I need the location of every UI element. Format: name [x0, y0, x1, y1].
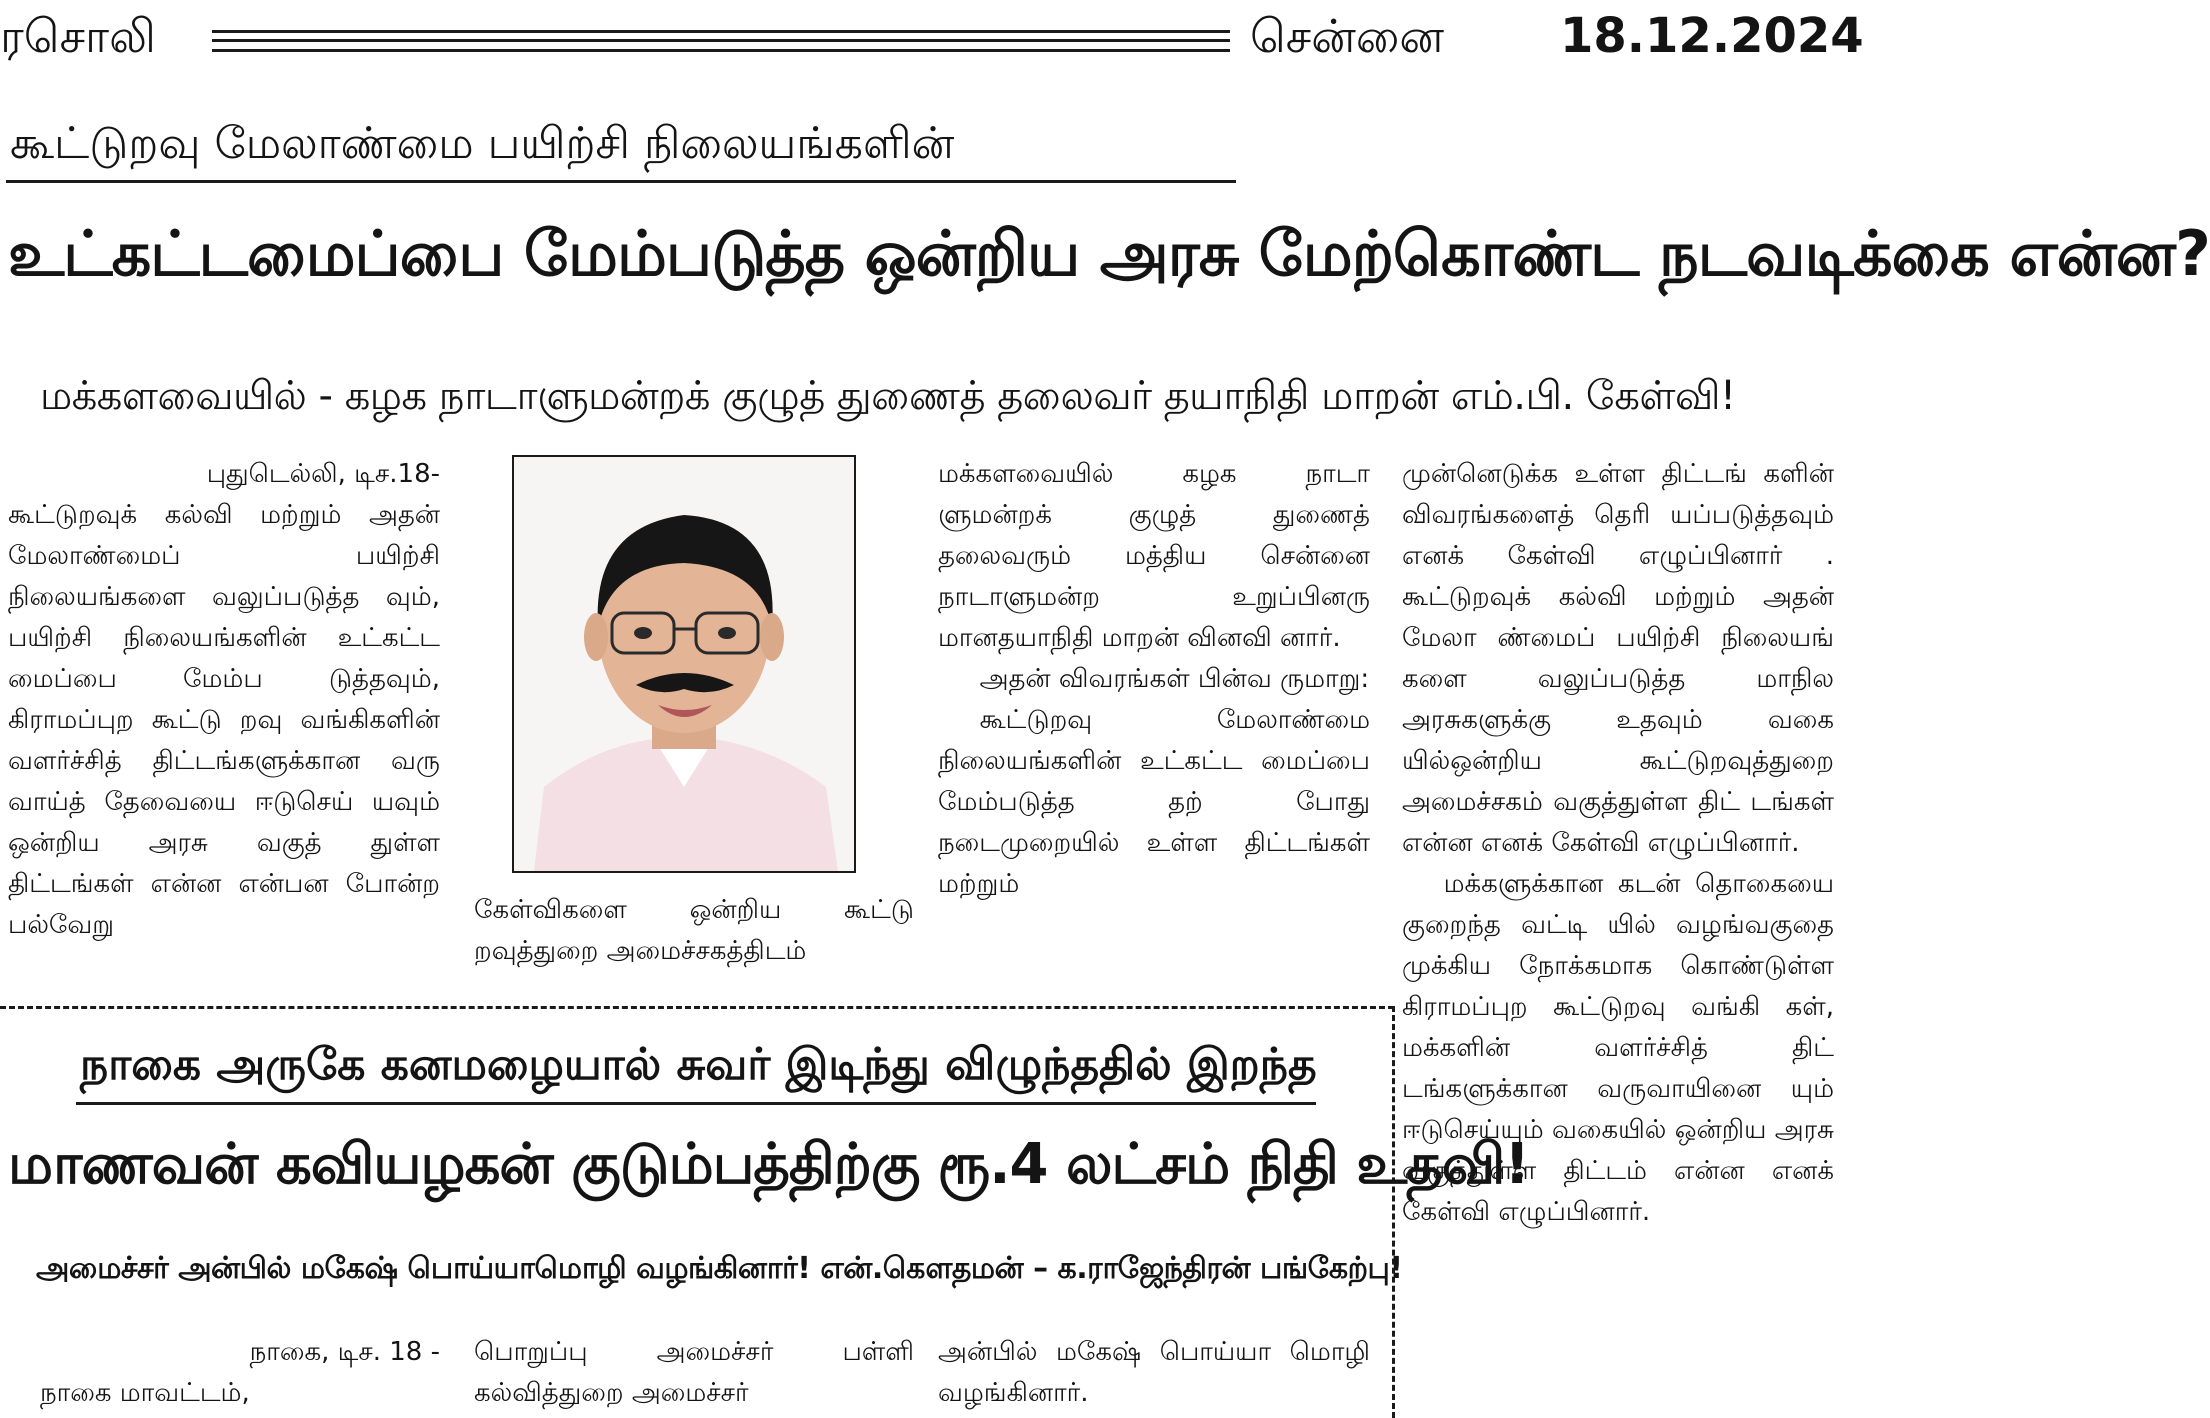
story1-kicker-rule — [6, 180, 1236, 183]
story1-dateline: புதுடெல்லி, டிச.18- — [206, 459, 440, 489]
story2-column-a-text: நாகை மாவட்டம், — [40, 1378, 250, 1408]
story2-column-a — [40, 1332, 440, 1414]
story1-column-b — [474, 890, 914, 972]
story2-column-b-text: பொறுப்பு அமைச்சர் பள்ளி கல்வித்துறை அமைச்சர் — [474, 1337, 914, 1408]
story1-column-c-p2: அதன் விவரங்கள் பின்வ ருமாறு: — [979, 664, 1370, 694]
story1-headline: உட்கட்டமைப்பை மேம்படுத்த ஒன்றிய அரசு மேற்கொண்ட நடவடிக்கை என்ன? — [8, 217, 2210, 290]
story2-kicker: நாகை அருகே கனமழையால் சுவர் இடிந்து விழுந்ததில் இறந்த — [80, 1039, 1317, 1090]
story1-column-a-text: கூட்டுறவுக் கல்வி மற்றும் அதன் மேலாண்மைப் பயிற்சி நிலையங்களை வலுப்படுத்த வும், பயிற்சி நிலையங்களின் உட்கட்ட மைப்பை மேம்ப டுத்தவும், கிராமப்புற கூட்டு றவு வங்கிகளின் வளர்ச்சித் திட்டங்களுக்கான வரு வாய்த் தேவையை ஈடுசெய் யவும் ஒன்றிய அரசு வகுத் துள்ள திட்டங்கள் என்ன என்பன போன்ற பல்வேறு — [8, 500, 440, 940]
story2-deck: அமைச்சர் அன்பில் மகேஷ் பொய்யாமொழி வழங்கினார்! என்.கௌதமன் – க.ராஜேந்திரன் பங்கேற்பு! — [36, 1251, 1403, 1286]
story2-dateline: நாகை, டிச. 18 - — [249, 1337, 440, 1367]
masthead-rule — [212, 30, 1230, 52]
masthead-city: சென்னை — [1250, 9, 1445, 63]
story2-column-b — [474, 1332, 914, 1414]
story1-column-d-p2: மக்களுக்கான கடன் தொகையை குறைந்த வட்டி யில் வழங்வகுதை முக்கிய நோக்கமாக கொண்டுள்ள கிராமப்புற கூட்டுறவு வங்கி கள், மக்களின் வளர்ச்சித் திட் டங்களுக்கான வருவாயினை யும் ஈடுசெய்யும் வகையில் ஒன்றிய அரசு வகுத்துள்ள திட்டம் என்ன எனக் கேள்வி எழுப்பினார். — [1402, 869, 1834, 1227]
portrait-photo — [512, 455, 856, 873]
masthead-date: 18.12.2024 — [1560, 8, 1864, 64]
story1-column-c-p1: மக்களவையில் கழக நாடா ளுமன்றக் குழுத் துணைத் தலைவரும் மத்திய சென்னை நாடாளுமன்ற உறுப்பினரு மானதயாநிதி மாறன் வினவி னார். — [938, 459, 1370, 653]
story1-column-c-p3: கூட்டுறவு மேலாண்மை நிலையங்களின் உட்கட்ட மைப்பை மேம்படுத்த தற் போது நடைமுறையில் உள்ள திட்டங்கள் மற்றும் — [938, 705, 1370, 899]
story1-column-a — [8, 454, 440, 946]
story2-column-c — [938, 1332, 1370, 1414]
story2-kicker-rule — [76, 1102, 1316, 1105]
story1-deck: மக்களவையில் - கழக நாடாளுமன்றக் குழுத் துணைத் தலைவர் தயாநிதி மாறன் எம்.பி. கேள்வி! — [40, 373, 1736, 419]
story1-kicker: கூட்டுறவு மேலாண்மை பயிற்சி நிலையங்களின் — [10, 118, 955, 169]
story2-column-c-text: அன்பில் மகேஷ் பொய்யா மொழி வழங்கினார். — [938, 1337, 1370, 1408]
portrait-illustration — [514, 457, 854, 871]
story2-box-top-border — [0, 1006, 1394, 1009]
newspaper-name: ரசொலி — [0, 9, 156, 63]
story1-column-d-p1: முன்னெடுக்க உள்ள திட்டங் களின் விவரங்களைத் தெரி யப்படுத்தவும் எனக் கேள்வி எழுப்பினார் . கூட்டுறவுக் கல்வி மற்றும் அதன் மேலா ண்மைப் பயிற்சி நிலையங் களை வலுப்படுத்த மாநில அரசுகளுக்கு உதவும் வகை யில்ஒன்றிய கூட்டுறவுத்துறை அமைச்சகம் வகுத்துள்ள திட் டங்கள் என்ன எனக் கேள்வி எழுப்பினார். — [1402, 459, 1834, 858]
story1-column-c — [938, 454, 1370, 905]
story2-headline: மாணவன் கவியழகன் குடும்பத்திற்கு ரூ.4 லட்சம் நிதி உதவி! — [8, 1132, 1529, 1197]
story1-column-b-text: கேள்விகளை ஒன்றிய கூட்டு றவுத்துறை அமைச்சகத்திடம் — [474, 895, 914, 966]
